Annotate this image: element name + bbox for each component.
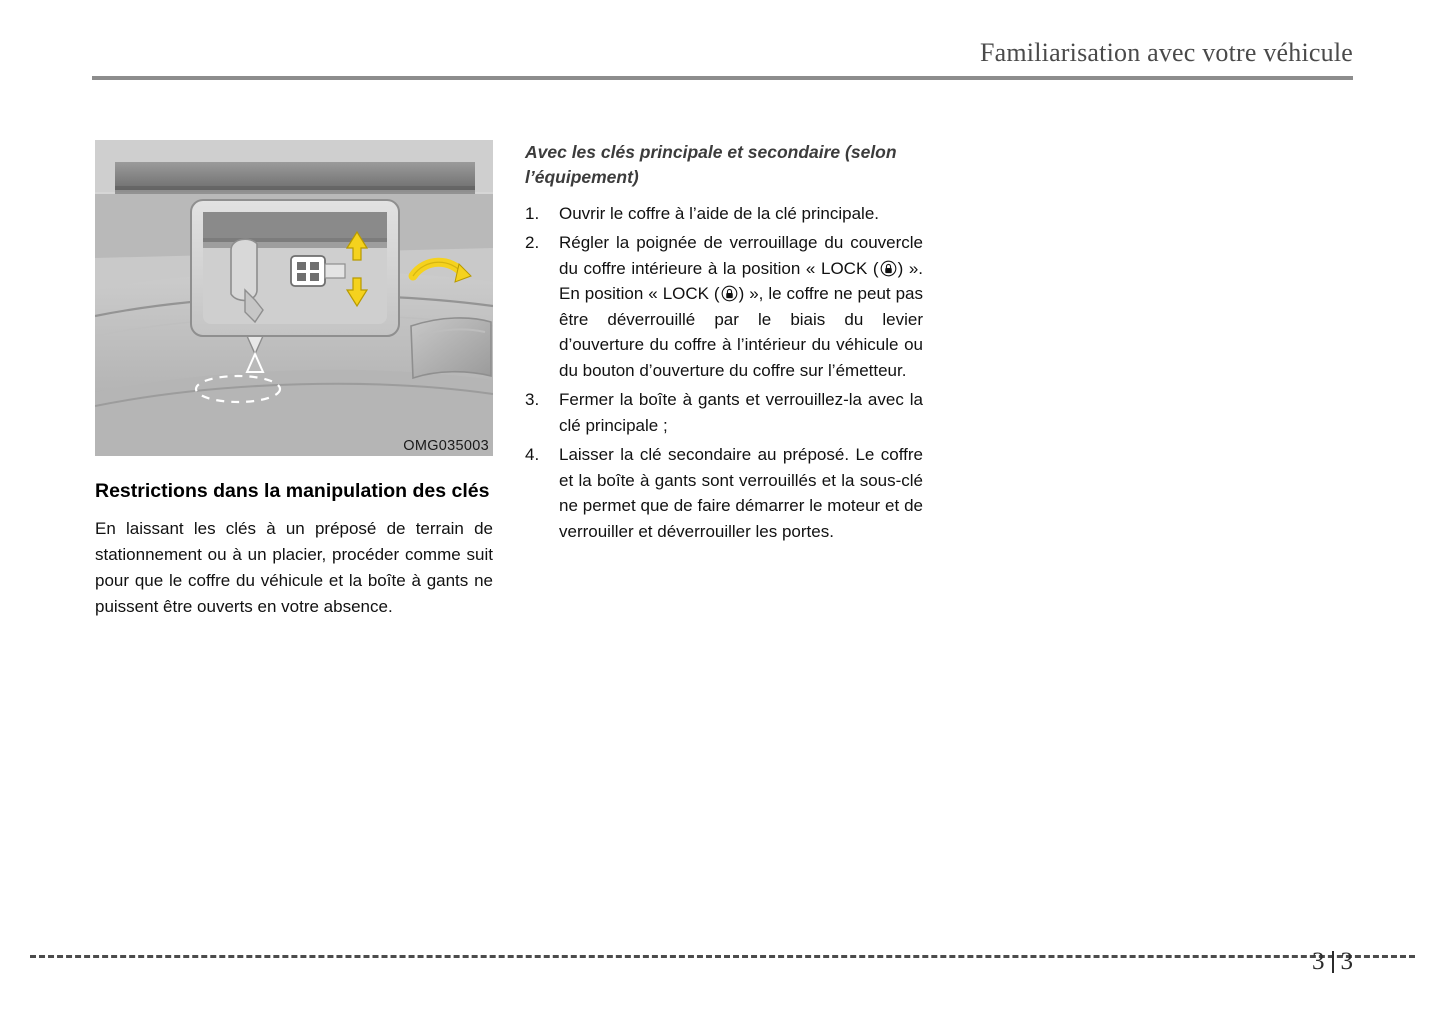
step-number: 1. — [525, 203, 540, 223]
page-number-separator — [1332, 951, 1334, 973]
list-item — [525, 442, 923, 544]
step-text: Fermer la boîte à gants et verrouillez-la avec la clé principale ; — [559, 390, 923, 435]
page-title: Familiarisation avec votre véhicule — [979, 38, 1353, 67]
figure-graphic — [95, 140, 493, 456]
step-text-part-1: Régler la poignée de verrouillage du couvercle du coffre intérieure à la position « LOCK ( — [559, 233, 923, 278]
lock-icon — [880, 259, 897, 276]
trunk-lock-handle-illustration — [95, 140, 493, 456]
section-paragraph: En laissant les clés à un préposé de terrain de stationnement ou à un placier, procéder comme suit pour que le coffre du véhicule et la boîte à gants ne puissent être ouverts en votre absence. — [95, 519, 493, 616]
step-number: 3. — [525, 390, 540, 410]
steps-list — [525, 201, 923, 545]
section-heading: Restrictions dans la manipulation des clés — [95, 480, 490, 502]
step-number: 4. — [525, 445, 540, 465]
step-number: 2. — [525, 233, 540, 253]
page-number — [1312, 948, 1353, 976]
right-column — [525, 140, 923, 548]
list-item — [525, 230, 923, 383]
page-header — [92, 38, 1353, 84]
list-item — [525, 201, 923, 227]
step-text-part-2: ) ». En position « LOCK ( — [559, 258, 924, 304]
step-text-part-3: ) », le coffre ne peut pas être déverrouillé par le biais du levier d’ouverture du coffre à l’intérieur du véhicule ou du bouton d’ouverture du coffre sur l’émetteur. — [559, 284, 923, 380]
list-item — [525, 387, 923, 438]
header-divider — [92, 76, 1353, 80]
step-text — [559, 230, 923, 383]
figure-code: OMG035003 — [403, 438, 489, 454]
step-text: Ouvrir le coffre à l’aide de la clé principale. — [559, 203, 880, 223]
lock-icon — [721, 284, 738, 301]
left-column — [95, 140, 493, 620]
chapter-number: 3 — [1312, 948, 1325, 975]
footer-divider — [30, 955, 1415, 958]
subsection-heading: Avec les clés principale et secondaire (selon l’équipement) — [525, 142, 897, 188]
step-text: Laisser la clé secondaire au préposé. Le coffre et la boîte à gants sont verrouillés et la sous-clé ne permet que de faire démarrer le moteur et de verrouiller et déverrouiller les portes. — [559, 445, 923, 541]
page-number-value: 3 — [1340, 948, 1353, 975]
